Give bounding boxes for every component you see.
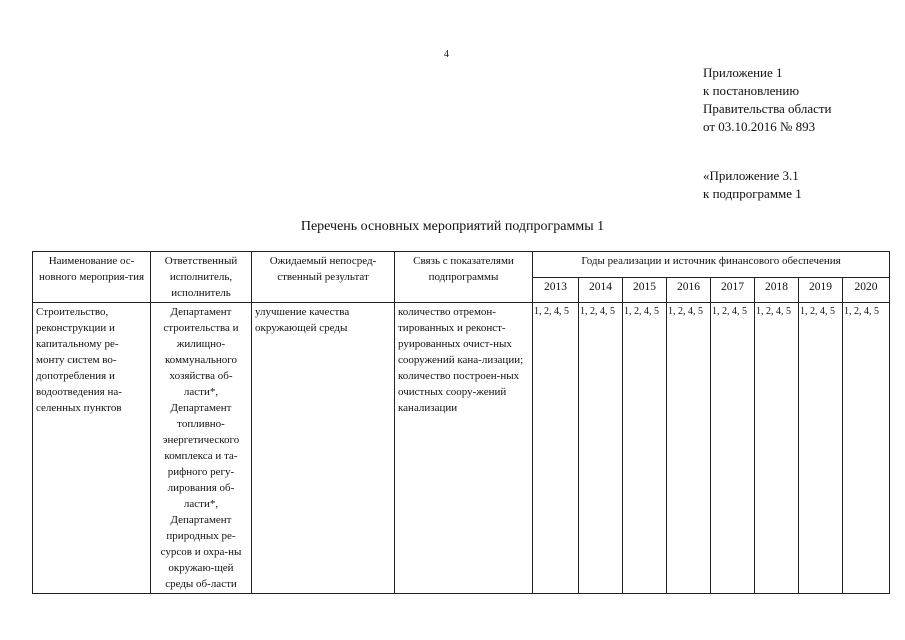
executor-entry: Департамент строительства и жилищно-коммунального хозяйства об-ласти*, [163,306,239,398]
header-year: 2013 [533,277,579,303]
appendix-sub-line: «Приложение 3.1 [703,168,799,183]
cell-year-value: 1, 2, 4, 5 [799,303,843,594]
cell-link [395,303,533,594]
cell-executor [151,303,252,594]
executor-entry: Департамент топливно-энергетического комплекса и та-рифного регу-лирования об-ласти*, [162,402,240,510]
header-result: Ожидаемый непосред-ственный результат [252,252,395,303]
cell-year-value: 1, 2, 4, 5 [755,303,799,594]
cell-result: улучшение качества окружающей среды [252,303,395,594]
header-link: Связь с показателями подпрограммы [395,252,533,303]
appendix-line: от 03.10.2016 № 893 [703,119,816,134]
table-row [33,303,890,594]
header-executor: Ответственный исполнитель, исполнитель [151,252,252,303]
header-year: 2020 [843,277,890,303]
cell-year-value: 1, 2, 4, 5 [843,303,890,594]
link-entry: количество построен-ных очистных соору-жений канализации [398,370,520,414]
cell-year-value: 1, 2, 4, 5 [667,303,711,594]
appendix-sub-line: к подпрограмме 1 [703,186,802,201]
header-year: 2016 [667,277,711,303]
header-year: 2017 [711,277,755,303]
header-year: 2019 [799,277,843,303]
appendix-line: к постановлению [703,83,800,98]
document-title: Перечень основных мероприятий подпрограммы 1 [300,219,605,234]
cell-year-value: 1, 2, 4, 5 [533,303,579,594]
header-year: 2018 [755,277,799,303]
measures-table [32,251,890,594]
header-name: Наименование ос-новного мероприя-тия [33,252,151,303]
page-number: 4 [444,49,449,60]
link-entry: количество отремон-тированных и реконст-руированных очист-ных сооружений кана-лизации; [398,306,524,366]
table-header-row [33,252,890,278]
header-year: 2014 [579,277,623,303]
appendix-sub-block [703,167,802,203]
appendix-line: Приложение 1 [703,65,783,80]
cell-year-value: 1, 2, 4, 5 [579,303,623,594]
cell-year-value: 1, 2, 4, 5 [711,303,755,594]
header-years-group: Годы реализации и источник финансового обеспечения [533,252,890,278]
appendix-block [703,64,832,136]
executor-entry: Департамент природных ре-сурсов и охра-ны окружаю-щей среды об-ласти [160,514,242,590]
appendix-line: Правительства области [703,101,832,116]
cell-measure-name: Строительство, реконструкции и капитальному ре-монту систем во-допотребления и водоотведения на-селенных пунктов [33,303,151,594]
cell-year-value: 1, 2, 4, 5 [623,303,667,594]
header-year: 2015 [623,277,667,303]
